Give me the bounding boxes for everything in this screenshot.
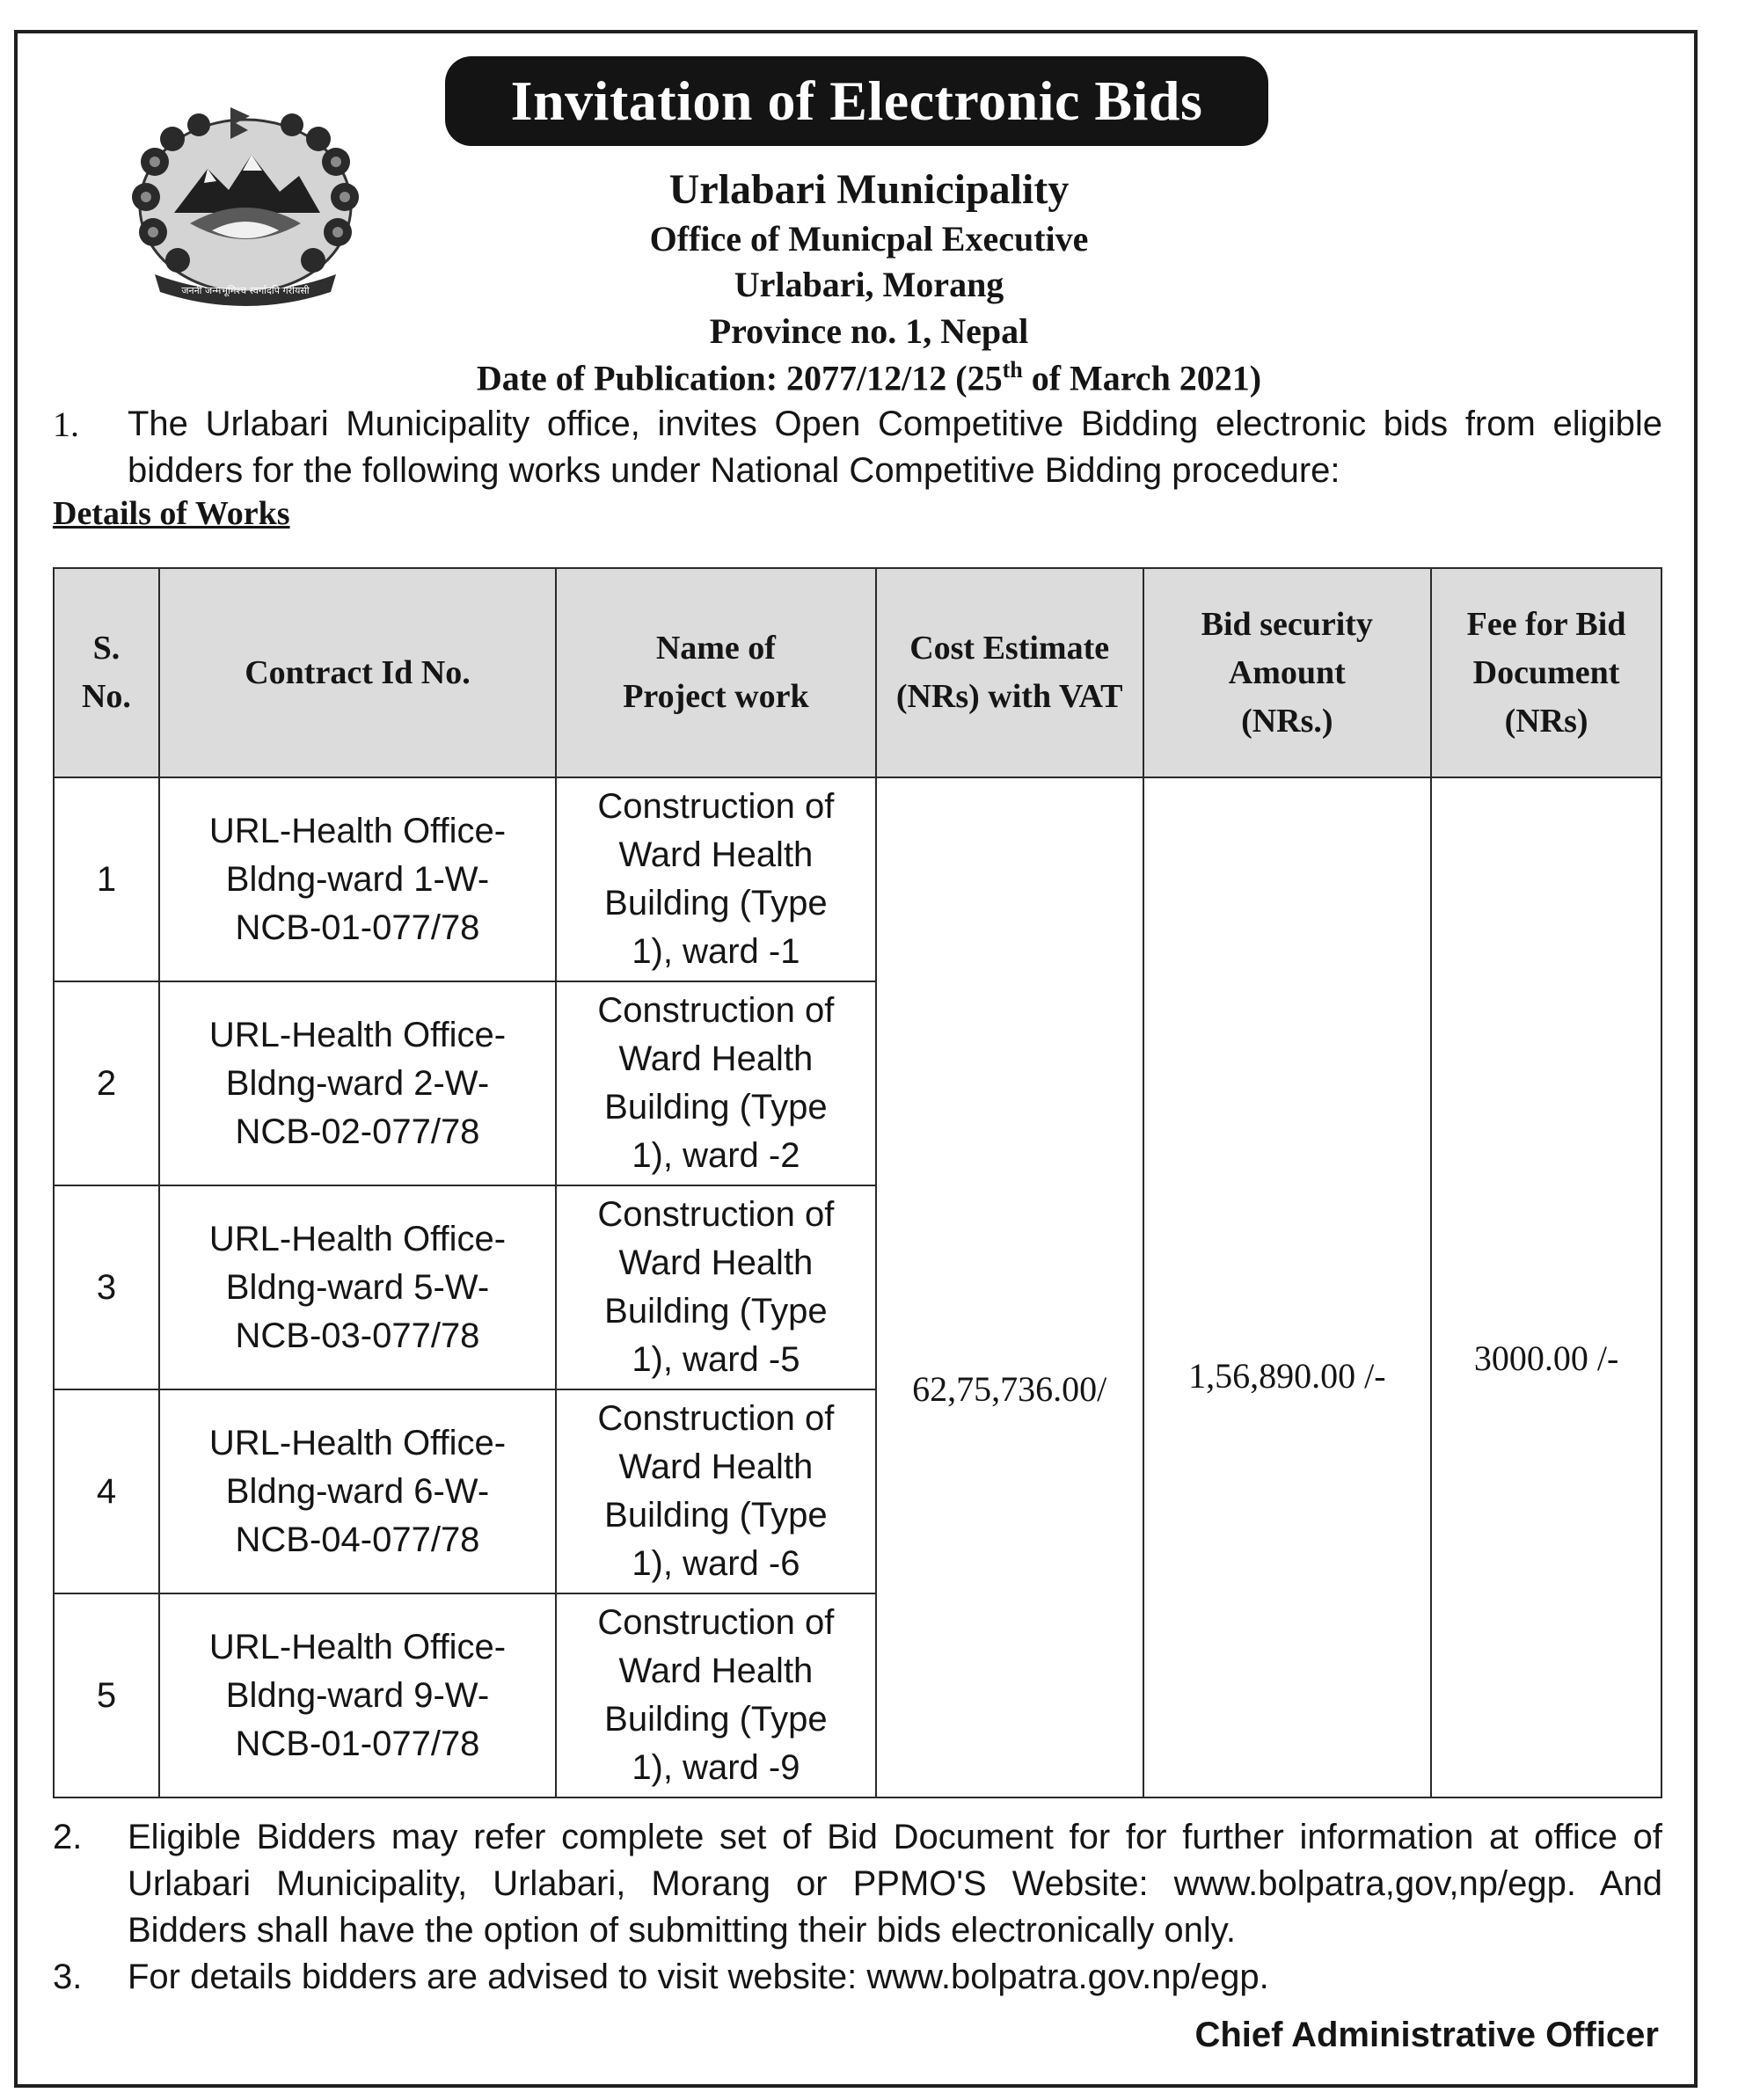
row-serial-number: 2	[54, 981, 159, 1185]
table-header-row	[54, 568, 1661, 777]
row-contract-id: URL-Health Office-Bldng-ward 6-W-NCB-04-077/78	[159, 1389, 556, 1593]
note-2-number: 2.	[53, 1818, 83, 1856]
header-bid-security: Bid security Amount (NRs.)	[1143, 568, 1432, 777]
table-row	[54, 777, 1661, 981]
row-contract-id: URL-Health Office-Bldng-ward 1-W-NCB-01-077/78	[159, 777, 556, 981]
cost-estimate-value: 62,75,736.00/	[876, 777, 1143, 1797]
office-name: Office of Municpal Executive	[649, 219, 1089, 259]
note-3-text: For details bidders are advised to visit website: www.bolpatra.gov.np/egp.	[128, 1958, 1269, 1996]
row-project-name: Construction of Ward Health Building (Type 1), ward -2	[556, 981, 876, 1185]
publication-date-prefix: Date of Publication: 2077/12/12 (25	[476, 358, 1003, 398]
municipality-name: Urlabari Municipality	[668, 166, 1070, 213]
signature-title: Chief Administrative Officer	[1194, 2016, 1659, 2054]
office-location: Urlabari, Morang	[734, 265, 1004, 304]
row-serial-number: 4	[54, 1389, 159, 1593]
publication-date-suffix: of March 2021)	[1022, 358, 1262, 398]
header-bid-fee: Fee for Bid Document (NRs)	[1431, 568, 1661, 777]
row-serial-number: 5	[54, 1593, 159, 1797]
header-contract-id: Contract Id No.	[159, 568, 556, 777]
intro-number: 1.	[53, 405, 79, 444]
note-2-text: Eligible Bidders may refer complete set of Bid Document for for further information at office of Urlabari Municipality, Urlabari, Morang or PPMO'S Website: www.bolpatra,gov,np/egp. And Bidders shall have the option of submitting their bids electronically only.	[128, 1818, 1662, 1950]
row-project-name: Construction of Ward Health Building (Type 1), ward -9	[556, 1593, 876, 1797]
province-line: Province no. 1, Nepal	[709, 311, 1029, 351]
row-serial-number: 3	[54, 1185, 159, 1389]
intro-paragraph: The Urlabari Municipality office, invites Open Competitive Bidding electronic bids from eligible bidders for the following works under National Competitive Bidding procedure:	[128, 405, 1662, 490]
emblem-motto: जननी जन्मभूमिश्च स्वर्गादपि गरीयसी	[181, 285, 310, 296]
row-contract-id: URL-Health Office-Bldng-ward 9-W-NCB-01-077/78	[159, 1593, 556, 1797]
header-serial-number: S. No.	[54, 568, 159, 777]
row-serial-number: 1	[54, 777, 159, 981]
header-project-name: Name of Project work	[556, 568, 876, 777]
row-contract-id: URL-Health Office-Bldng-ward 2-W-NCB-02-077/78	[159, 981, 556, 1185]
publication-date-superscript: th	[1002, 357, 1023, 383]
row-project-name: Construction of Ward Health Building (Type 1), ward -1	[556, 777, 876, 981]
row-project-name: Construction of Ward Health Building (Type 1), ward -6	[556, 1389, 876, 1593]
bid-security-value: 1,56,890.00 /-	[1143, 777, 1432, 1797]
details-of-works-heading: Details of Works	[53, 495, 290, 532]
note-3-number: 3.	[53, 1958, 83, 1996]
row-contract-id: URL-Health Office-Bldng-ward 5-W-NCB-03-077/78	[159, 1185, 556, 1389]
works-table	[53, 567, 1662, 1798]
bid-fee-value: 3000.00 /-	[1431, 777, 1661, 1797]
header-cost-estimate: Cost Estimate (NRs) with VAT	[876, 568, 1143, 777]
row-project-name: Construction of Ward Health Building (Type 1), ward -5	[556, 1185, 876, 1389]
notice-banner-title: Invitation of Electronic Bids	[445, 56, 1268, 146]
publication-date	[0, 357, 1738, 398]
